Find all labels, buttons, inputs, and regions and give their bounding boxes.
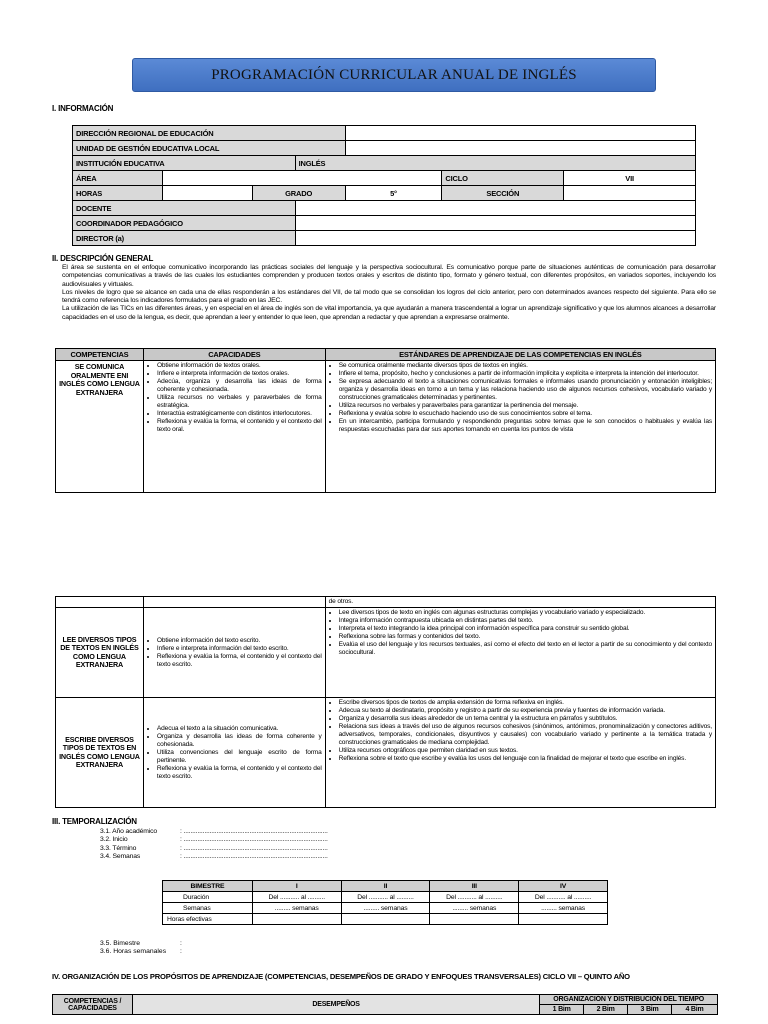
capacidad-item: • Interactúa estratégicamente con distintos interlocutores. [157,410,322,418]
duracion-cell: Del ........... al .......... [252,892,341,903]
description-paragraph: Los niveles de logro que se alcance en cada una de ellas responderán a los estándares del VII, de tal modo que se consolidan los logros del ciclo anterior, pero con determinados avances respecto del siguiente. Para ello se tendrá como referencia los indicadores formulados para el grado en las JEC. [62,288,716,305]
tempo-value: : ................................................................................... [180,828,328,835]
ugel-label: UNIDAD DE GESTIÓN EDUCATIVA LOCAL [73,141,346,156]
tempo-row [100,845,390,853]
horas-cell [430,914,519,925]
continuation-empty [56,597,144,608]
competencias-table-part2 [55,596,716,808]
tempo-value: : ................................................................................... [180,853,328,861]
capacidad-item: • Infiere e interpreta información de textos orales. [157,370,322,378]
horas-value [162,186,252,201]
section-temporalizacion-heading: III. TEMPORALIZACIÓN [52,817,137,826]
description-paragraph: La utilización de las TICs en las diferentes áreas, y en especial en el área de inglés son de vital importancia, ya que ayudarán a manera trascendental a lograr un aprendizaje significativo y que los alumnos alcances a desarrollar capacidades en el uso de la lengua, es decir, que aprendan a leer y entender lo que leen, que aprendan a redactar y que aprendan a expresarse oralmente. [62,305,716,321]
horas-label: HORAS [73,186,163,201]
info-table [72,125,696,246]
horas-cell [519,914,608,925]
tempo-row [100,836,390,844]
continuation-empty [143,597,325,608]
semanas-cell: ......... semanas [252,903,341,914]
extra-list [100,940,182,957]
estandar-item: • Adecua su texto al destinatario, propósito y registro a partir de su experiencia previa y fuentes de información variada. [339,707,712,715]
horas-cell [252,914,341,925]
estandar-item: • Utiliza recursos no verbales y paraverbales para garantizar la pertinencia del mensaje. [339,402,712,410]
estandar-item: • Infiere el tema, propósito, hecho y conclusiones a partir de información implícita y explícita e interpreta la intención del interlocutor. [339,370,712,378]
competencia-escribe-name: ESCRIBE DIVERSOS TIPOS DE TEXTOS EN INGLÉS COMO LENGUA EXTRANJERA [56,698,144,808]
org-bim-header: 3 Bim [628,1005,672,1015]
horas-cell [341,914,430,925]
area-value [162,171,442,186]
organizacion-table [52,994,718,1015]
bimestre-header: II [341,881,430,892]
estandar-item: • Lee diversos tipos de texto en inglés con algunas estructuras complejas y vocabulario variado y especializado. [339,609,712,617]
description-block [62,264,716,322]
capacidad-item: • Reflexiona y evalúa la forma, el contenido y el contexto del texto oral. [157,418,322,434]
col-competencias: COMPETENCIAS [56,349,144,361]
dre-value [345,126,695,141]
estandar-item: • Reflexiona y evalúa sobre lo escuchado haciendo uso de sus conocimientos sobre el tema. [339,410,712,418]
estandar-item: • Reflexiona sobre el texto que escribe y evalúa los usos del lenguaje con la finalidad de mejorar el texto que escribe en inglés. [339,755,712,763]
competencia-lee-name: LEE DIVERSOS TIPOS DE TEXTOS EN INGLÉS COMO LENGUA EXTRANJERA [56,608,144,698]
capacidad-item: • Reflexiona y evalúa la forma, el contenido y el contexto del texto escrito. [157,653,322,669]
section-organizacion-heading: IV. ORGANIZACIÓN DE LOS PROPÓSITOS DE APRENDIZAJE (COMPETENCIAS, DESEMPEÑOS DE GRADO Y ENFOQUES TRANSVERSALES) CICLO VII – QUINTO AÑO [52,972,630,981]
org-desempenos-header: DESEMPEÑOS [132,995,539,1015]
estandar-item: • En un intercambio, participa formulando y respondiendo preguntas sobre temas que le son conocidos o habituales y evalúa las respuestas escuchadas para dar sus aportes tomando en cuenta los puntos de vista [339,418,712,434]
bimestre-header: IV [519,881,608,892]
org-bim-header: 4 Bim [672,1005,718,1015]
duracion-label: Duración [163,892,253,903]
competencia-escribe-capacidades [143,698,325,808]
dre-label: DIRECCIÓN REGIONAL DE EDUCACIÓN [73,126,346,141]
document-title-banner [132,58,656,92]
director-value [295,231,695,246]
bimestre-header: BIMESTRE [163,881,253,892]
section-informacion-heading: I. INFORMACIÓN [52,104,114,113]
capacidad-item: • Obtiene información del texto escrito. [157,637,322,645]
docente-value [295,201,695,216]
tempo-value: : ................................................................................... [180,844,328,852]
org-tiempo-header: ORGANIZACIÓN Y DISTRIBUCIÓN DEL TIEMPO [540,995,718,1005]
coordinador-value [295,216,695,231]
competencia-escribe-estandares [325,698,715,808]
estandar-item: • Evalúa el uso del lenguaje y los recursos textuales, así como el efecto del texto en el lector a partir de su conocimiento y del contexto sociocultural. [339,641,712,657]
description-paragraph: El área se sustenta en el enfoque comunicativo incorporando las prácticas sociales del lenguaje y la perspectiva sociocultural. Es comunicativo porque parte de situaciones auténticas de comunicación para desarrollar competencias comunicativas a través de las cuales los estudiantes comprenden y producen textos orales y escritos de distinto tipo, formato y género textual, con diferentes propósitos, en variados soportes, incluyendo los audiovisuales y virtuales. [62,264,716,288]
capacidad-item: • Reflexiona y evalúa la forma, el contenido y el contexto del texto escrito. [157,765,322,781]
tempo-label: 3.2. Inicio [100,836,128,844]
duracion-cell: Del ........... al .......... [341,892,430,903]
document-title: PROGRAMACIÓN CURRICULAR ANUAL DE INGLÉS [211,66,577,83]
col-capacidades: CAPACIDADES [143,349,325,361]
tempo-row [100,828,390,836]
docente-label: DOCENTE [73,201,296,216]
ie-label: INSTITUCIÓN EDUCATIVA [73,156,296,171]
estandar-item: • Interpreta el texto integrando la idea principal con información específica para construir su sentido global. [339,625,712,633]
area-label: ÁREA [73,171,163,186]
duracion-cell: Del ........... al .......... [430,892,519,903]
bimestre-table [162,880,608,925]
bimestre-header: III [430,881,519,892]
extra-value: : [180,948,182,956]
ugel-value [345,141,695,156]
estandar-item: • Relaciona sus ideas a través del uso de algunos recursos cohesivos (sinónimos, antónimos, pronominalización y conectores aditivos, adversativos, temporales, condicionales, disyuntivos y causales) con vocabulario variado y pertinente a la temática tratada y construcciones gramaticales de mediana complejidad. [339,723,712,747]
competencia-lee-capacidades [143,608,325,698]
col-estandares: ESTÁNDARES DE APRENDIZAJE DE LAS COMPETENCIAS EN INGLÉS [325,349,715,361]
competencia-lee-estandares [325,608,715,698]
semanas-cell: ......... semanas [341,903,430,914]
grado-label: GRADO [252,186,345,201]
seccion-value [564,186,696,201]
ingles-label: INGLÉS [295,156,695,171]
semanas-label: Semanas [163,903,253,914]
capacidad-item: • Infiere e interpreta información del texto escrito. [157,645,322,653]
extra-label: 3.5. Bimestre [100,940,141,947]
ciclo-label: CICLO [442,171,564,186]
bimestre-header: I [252,881,341,892]
org-competencias-header: COMPETENCIAS / CAPACIDADES [53,995,133,1015]
duracion-cell: Del ........... al .......... [519,892,608,903]
competencia-oral-estandares [325,361,715,493]
estandar-item: • Utiliza recursos ortográficos que permiten claridad en sus textos. [339,747,712,755]
competencias-table-part1 [55,348,716,493]
estandar-item: • Organiza y desarrolla sus ideas alrededor de un tema central y la estructura en párrafos y subtítulos. [339,715,712,723]
capacidad-item: • Adecua el texto a la situación comunicativa. [157,725,322,733]
tempo-value: : ................................................................................... [180,836,328,844]
org-bim-header: 2 Bim [584,1005,628,1015]
competencia-oral-capacidades [143,361,325,493]
capacidad-item: • Utiliza recursos no verbales y paraverbales de forma estratégica. [157,394,322,410]
coordinador-label: COORDINADOR PEDAGÓGICO [73,216,296,231]
grado-value: 5° [345,186,442,201]
capacidad-item: • Utiliza convenciones del lenguaje escrito de forma pertinente. [157,749,322,765]
section-descripcion-heading: II. DESCRIPCIÓN GENERAL [52,254,154,263]
temporalizacion-list [100,828,390,862]
org-bim-header: 1 Bim [540,1005,584,1015]
competencia-oral-name: SE COMUNICA ORALMENTE ENI INGLÉS COMO LENGUA EXTRANJERA [56,361,144,493]
horas-efectivas-label: Horas efectivas [163,914,253,925]
extra-label: 3.6. Horas semanales [100,948,167,956]
capacidad-item: • Obtiene información de textos orales. [157,362,322,370]
estandar-item: • Reflexiona sobre las formas y contenidos del texto. [339,633,712,641]
tempo-label: 3.1. Año académico [100,828,158,835]
estandar-item: • Se comunica oralmente mediante diversos tipos de textos en inglés. [339,362,712,370]
director-label: DIRECTOR (a) [73,231,296,246]
continuation-text: de otros. [325,597,715,608]
ciclo-value: VII [564,171,696,186]
capacidad-item: • Organiza y desarrolla las ideas de forma coherente y cohesionada. [157,733,322,749]
seccion-label: SECCIÓN [442,186,564,201]
extra-row [100,948,182,956]
extra-row [100,940,182,948]
extra-value: : [180,940,182,947]
estandar-item: • Escribe diversos tipos de textos de amplia extensión de forma reflexiva en inglés. [339,699,712,707]
semanas-cell: ......... semanas [519,903,608,914]
tempo-label: 3.4. Semanas [100,853,141,861]
estandar-item: • Se expresa adecuando el texto a situaciones comunicativas formales e informales usando pronunciación y entonación inteligibles; organiza y desarrolla ideas en torno a un tema y las relaciona haciendo uso de algunos recursos cohesivos, vocabulario variado y construcciones gramaticales determinadas y pertinentes. [339,378,712,402]
tempo-row [100,853,390,861]
semanas-cell: ......... semanas [430,903,519,914]
tempo-label: 3.3. Término [100,844,137,852]
estandar-item: • Integra información contrapuesta ubicada en distintas partes del texto. [339,617,712,625]
capacidad-item: • Adecúa, organiza y desarrolla las ideas de forma coherente y cohesionada. [157,378,322,394]
